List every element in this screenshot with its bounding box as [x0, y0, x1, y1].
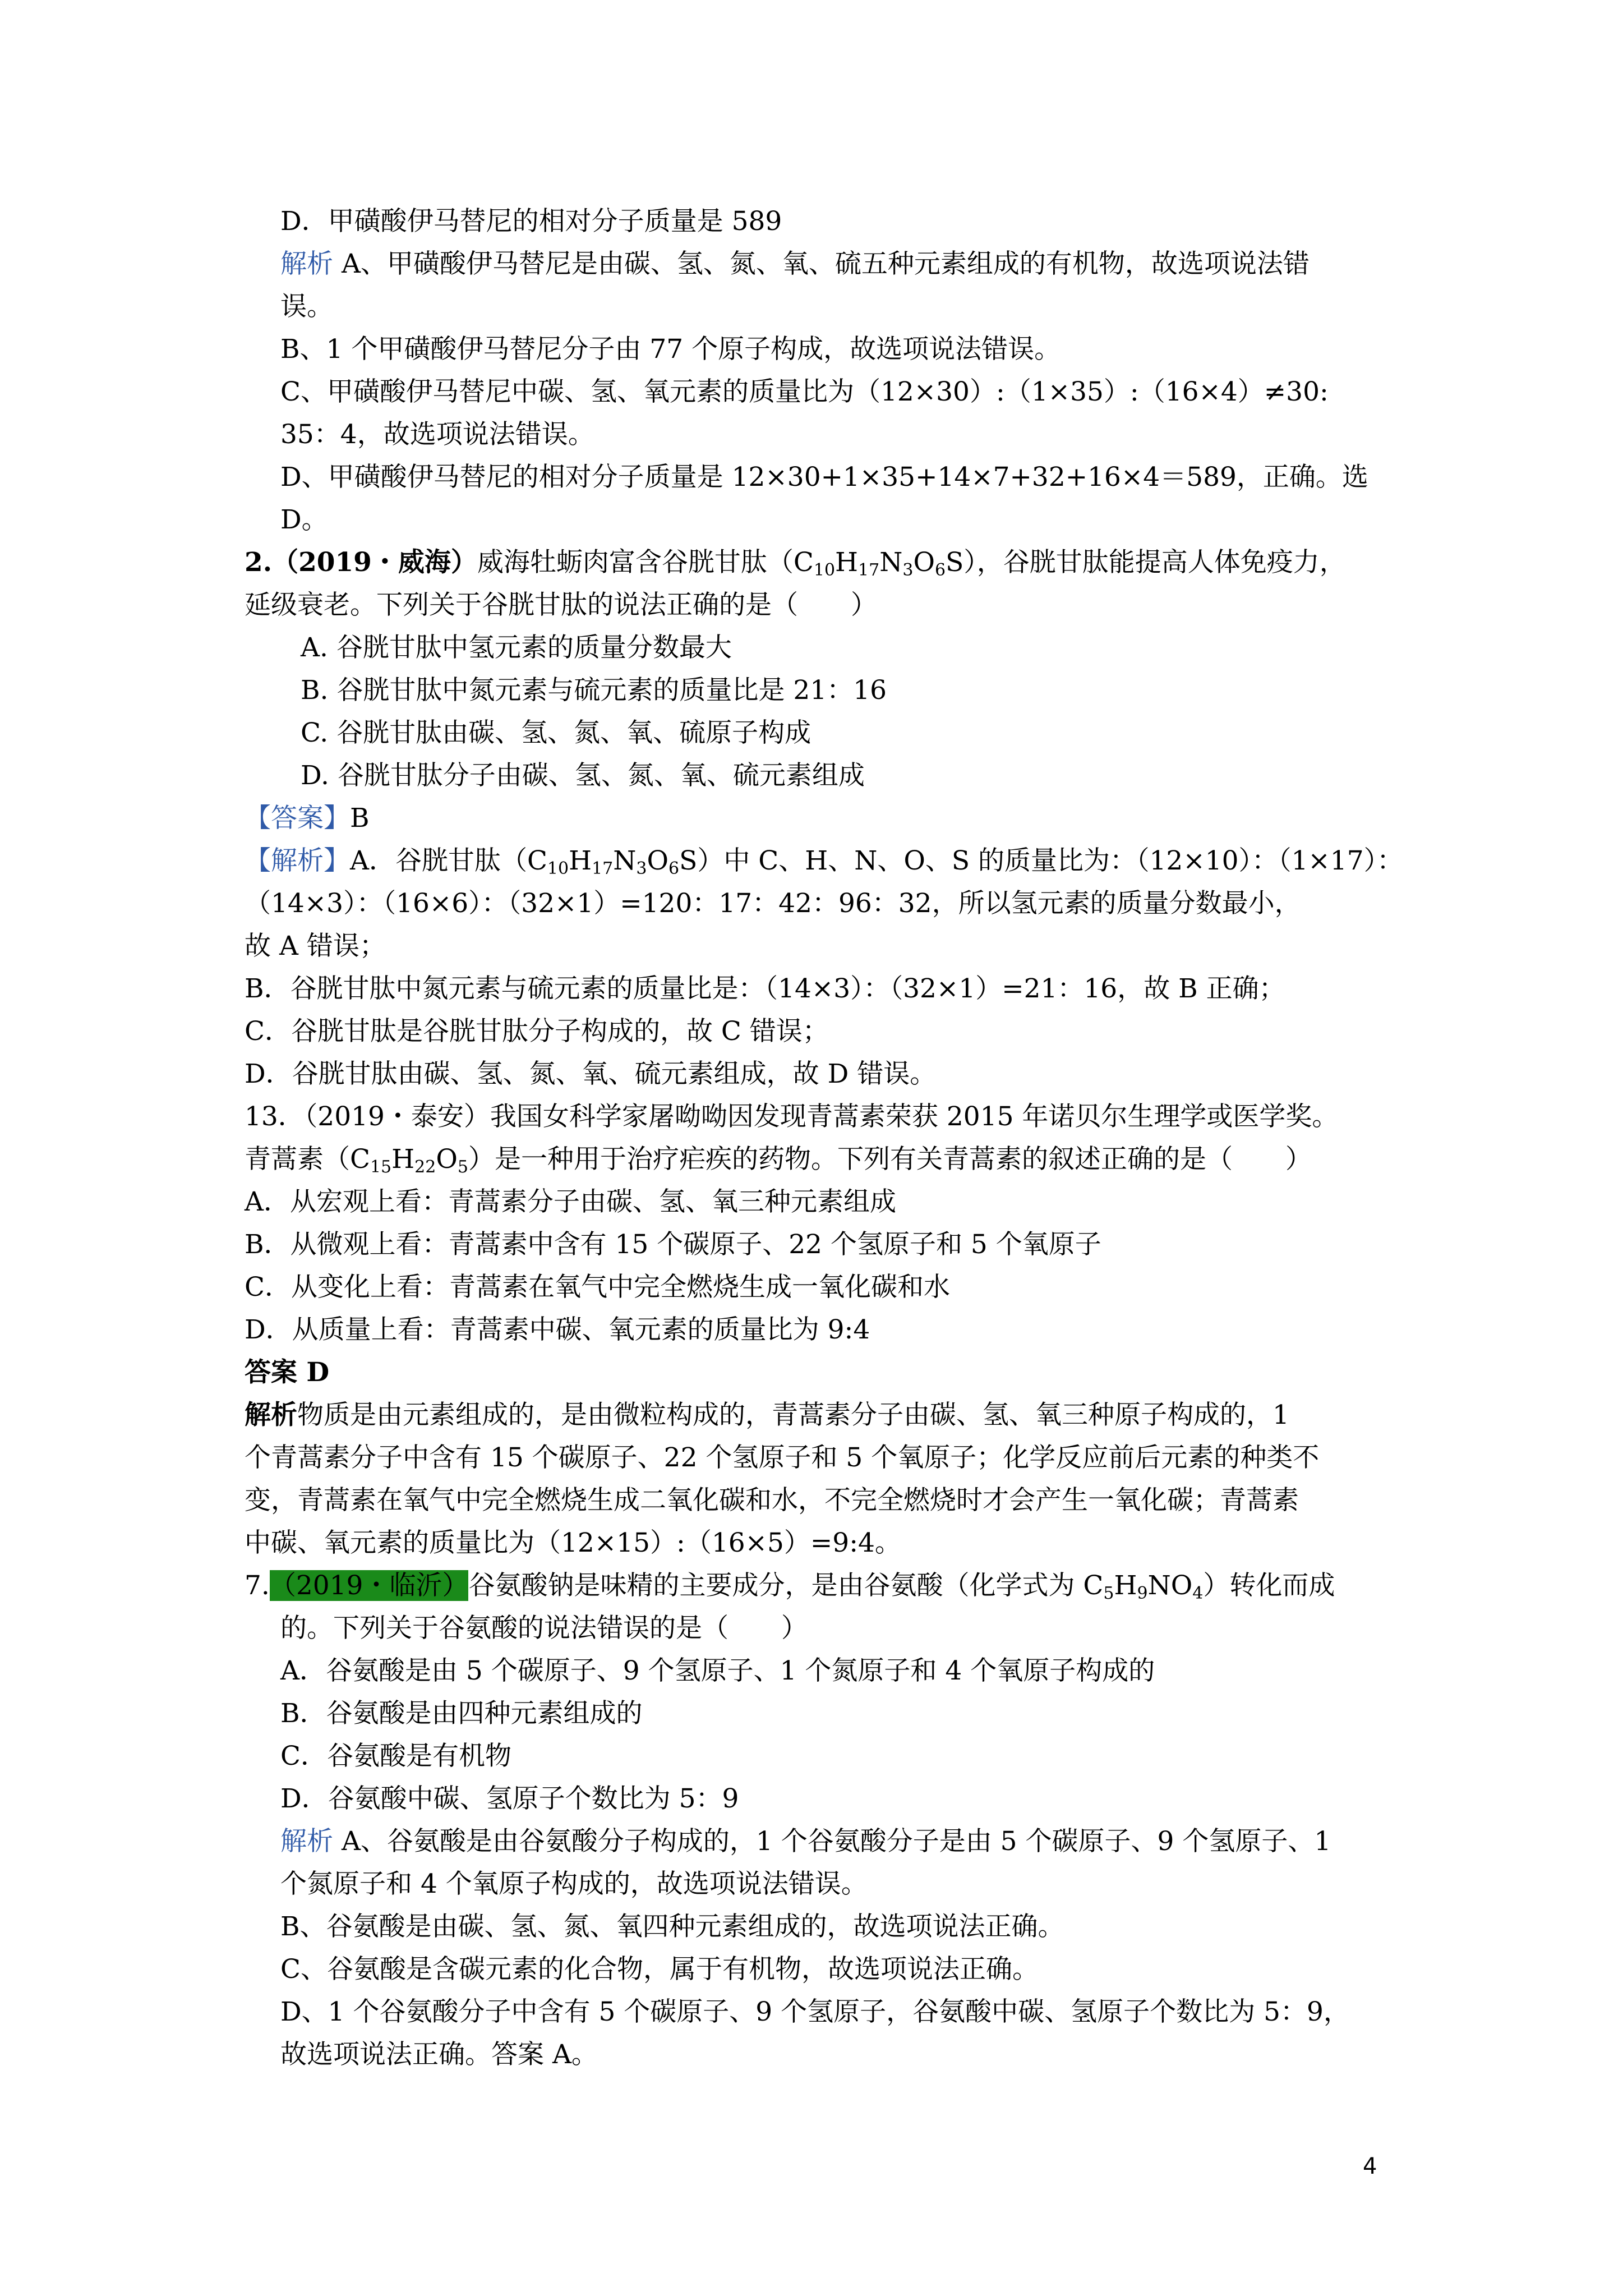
text-run: H	[391, 1144, 415, 1175]
question-source: 2.（2019・威海）	[245, 547, 477, 578]
option-d: D．谷氨酸中碳、氢原子个数比为 5：9	[280, 1783, 739, 1814]
text-run: N	[613, 845, 637, 876]
text-line: C．谷胱甘肽是谷胱甘肽分子构成的，故 C 错误；	[245, 1016, 829, 1047]
text-line: C、谷氨酸是含碳元素的化合物，属于有机物，故选项说法正确。	[280, 1954, 1039, 1985]
text-line: 个青蒿素分子中含有 15 个碳原子、22 个氢原子和 5 个氧原子；化学反应前后元素的种类不	[245, 1442, 1320, 1473]
analysis-text: A、甲磺酸伊马替尼是由碳、氢、氮、氧、硫五种元素组成的有机物，故选项说法错	[333, 249, 1310, 279]
text-run: O	[913, 547, 935, 578]
subscript: 5	[1103, 1584, 1114, 1603]
text-run: A、谷氨酸是由谷氨酸分子构成的，1 个谷氨酸分子是由 5 个碳原子、9 个氢原子、1	[333, 1826, 1331, 1857]
text-run: ）是一种用于治疗疟疾的药物。下列有关青蒿素的叙述正确的是（ ）	[468, 1144, 1312, 1175]
option-c: C. 谷胱甘肽由碳、氢、氮、氧、硫原子构成	[301, 717, 811, 748]
subscript: 4	[1192, 1584, 1204, 1603]
text-line: B、1 个甲磺酸伊马替尼分子由 77 个原子构成，故选项说法错误。	[280, 334, 1061, 365]
text-line: B、谷氨酸是由碳、氢、氮、氧四种元素组成的，故选项说法正确。	[280, 1911, 1064, 1942]
analysis-line	[280, 1820, 1331, 1864]
subscript: 3	[902, 560, 914, 580]
subscript: 6	[668, 859, 680, 878]
subscript: 10	[813, 560, 836, 580]
subscript: 17	[592, 859, 614, 878]
text-line: D。	[280, 504, 328, 535]
option-a: A．从宏观上看：青蒿素分子由碳、氢、氧三种元素组成	[245, 1186, 896, 1217]
text-line: B．谷胱甘肽中氮元素与硫元素的质量比是：（14×3）：（32×1）=21：16，故 B 正确；	[245, 973, 1285, 1004]
subscript: 10	[547, 859, 569, 878]
analysis-line	[245, 1393, 1289, 1437]
option-a: A．谷氨酸是由 5 个碳原子、9 个氢原子、1 个氮原子和 4 个氧原子构成的	[280, 1655, 1155, 1686]
text-line: 变，青蒿素在氧气中完全燃烧生成二氧化碳和水，不完全燃烧时才会产生一氧化碳；青蒿素	[245, 1485, 1299, 1516]
text-line: 35：4，故选项说法错误。	[280, 419, 594, 450]
analysis-line	[245, 839, 1403, 883]
text-line: D、1 个谷氨酸分子中含有 5 个碳原子、9 个氢原子，谷氨酸中碳、氢原子个数比为 5：9，	[280, 1996, 1350, 2027]
text-run: N	[879, 547, 903, 578]
option-b: B．从微观上看：青蒿素中含有 15 个碳原子、22 个氢原子和 5 个氧原子	[245, 1229, 1101, 1260]
text-run: 物质是由元素组成的，是由微粒构成的，青蒿素分子由碳、氢、氧三种原子构成的，1	[297, 1400, 1289, 1430]
text-run: S），谷胱甘肽能提高人体免疫力，	[946, 547, 1346, 578]
text-run: O	[647, 845, 669, 876]
question-2-stem	[245, 541, 1346, 585]
answer-label: 【答案】	[245, 803, 350, 834]
text-line: 的。下列关于谷氨酸的说法错误的是（ ）	[280, 1613, 808, 1644]
text-line: C、甲磺酸伊马替尼中碳、氢、氧元素的质量比为（12×30）:（1×35）:（16×4）≠30:	[280, 376, 1329, 407]
text-run: ）转化而成	[1203, 1570, 1335, 1601]
option-a: A. 谷胱甘肽中氢元素的质量分数最大	[301, 632, 732, 663]
text-run: O	[436, 1144, 458, 1175]
text-line: 故选项说法正确。答案 A。	[280, 2039, 598, 2070]
text-line: D、甲磺酸伊马替尼的相对分子质量是 12×30+1×35+14×7+32+16×4＝589，正确。选	[280, 462, 1368, 493]
option-c: C．从变化上看：青蒿素在氧气中完全燃烧生成一氧化碳和水	[245, 1272, 950, 1303]
question-13-stem: 13．（2019・泰安）我国女科学家屠呦呦因发现青蒿素荣获 2015 年诺贝尔生理学或医学奖。	[245, 1101, 1339, 1132]
text-run: H	[569, 845, 592, 876]
answer-line	[245, 797, 370, 840]
text-line: 延级衰老。下列关于谷胱甘肽的说法正确的是（ ）	[245, 590, 877, 620]
subscript: 6	[935, 560, 946, 580]
text-run: 威海牡蛎肉富含谷胱甘肽（C	[477, 547, 814, 578]
text-run: H	[835, 547, 859, 578]
text-run: S）中 C、H、N、O、S 的质量比为：（12×10）：（1×17）：	[679, 845, 1404, 876]
analysis-label: 【解析】	[245, 845, 350, 876]
analysis-label: 解析	[245, 1400, 297, 1430]
subscript: 15	[370, 1157, 392, 1177]
text-line: 故 A 错误；	[245, 931, 386, 961]
text-run: NO	[1147, 1570, 1193, 1601]
text-line	[280, 242, 1310, 286]
option-d: D. 谷胱甘肽分子由碳、氢、氮、氧、硫元素组成	[301, 760, 865, 791]
text-line: 中碳、氧元素的质量比为（12×15）:（16×5）=9:4。	[245, 1527, 901, 1558]
option-b: B．谷氨酸是由四种元素组成的	[280, 1698, 643, 1729]
question-number: 7.	[245, 1570, 270, 1601]
text-line: （14×3）：（16×6）：（32×1）=120：17：42：96：32，所以氢元素的质量分数最小，	[245, 888, 1301, 919]
text-line: D．甲磺酸伊马替尼的相对分子质量是 589	[280, 206, 782, 237]
question-7-stem	[245, 1564, 1335, 1608]
page-number: 4	[1363, 2154, 1377, 2179]
text-line: 误。	[280, 291, 333, 322]
text-line: 个氮原子和 4 个氧原子构成的，故选项说法错误。	[280, 1869, 868, 1899]
option-b: B. 谷胱甘肽中氮元素与硫元素的质量比是 21：16	[301, 675, 887, 706]
text-run: H	[1114, 1570, 1137, 1601]
subscript: 17	[858, 560, 880, 580]
analysis-label: 解析	[280, 249, 333, 279]
text-run: 谷氨酸钠是味精的主要成分，是由谷氨酸（化学式为 C	[468, 1570, 1104, 1601]
option-d: D．从质量上看：青蒿素中碳、氧元素的质量比为 9:4	[245, 1314, 870, 1345]
subscript: 5	[457, 1157, 468, 1177]
answer-value: B	[350, 803, 370, 834]
text-run: 青蒿素（C	[245, 1144, 370, 1175]
option-c: C．谷氨酸是有机物	[280, 1741, 511, 1772]
analysis-label: 解析	[280, 1826, 333, 1857]
text-run: A．谷胱甘肽（C	[350, 845, 547, 876]
subscript: 9	[1137, 1584, 1148, 1603]
text-line	[245, 1138, 1312, 1181]
highlighted-source: （2019・临沂）	[269, 1570, 469, 1601]
answer-line: 答案 D	[245, 1357, 330, 1388]
subscript: 3	[636, 859, 647, 878]
text-line: D．谷胱甘肽由碳、氢、氮、氧、硫元素组成，故 D 错误。	[245, 1059, 937, 1089]
subscript: 22	[414, 1157, 436, 1177]
